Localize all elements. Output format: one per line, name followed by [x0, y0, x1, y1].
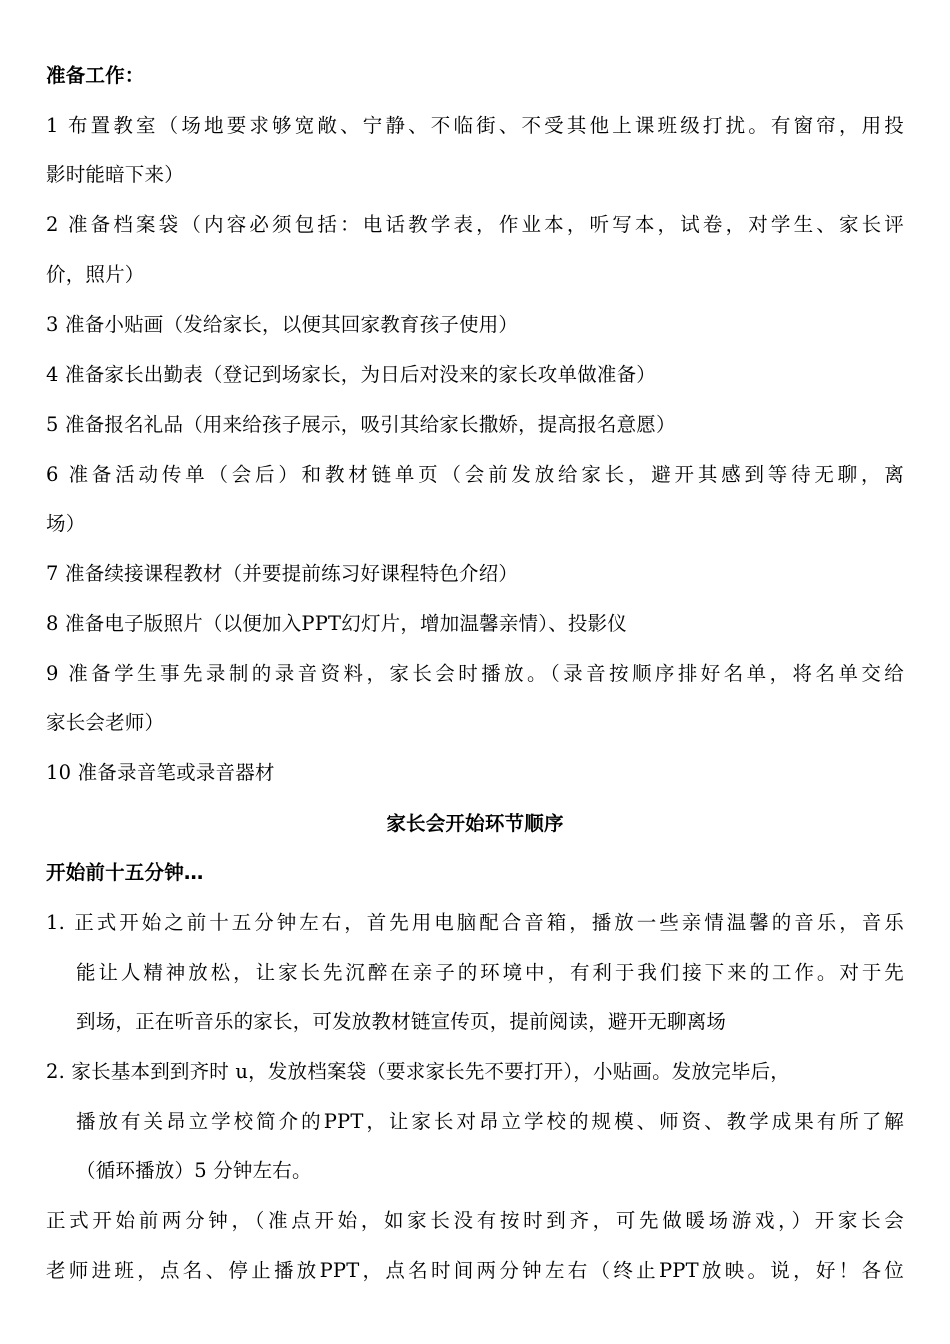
- step-1-line-2: 能让人精神放松，让家长先沉醉在亲子的环境中，有利于我们接下来的工作。对于先: [76, 961, 904, 984]
- prep-item-4: 4 准备家长出勤表（登记到场家长，为日后对没来的家长攻单做准备）: [46, 363, 657, 386]
- prep-item-1-line-1: 1 布置教室（场地要求够宽敞、宁静、不临街、不受其他上课班级打扰。有窗帘，用投: [46, 114, 904, 137]
- prep-item-5: 5 准备报名礼品（用来给孩子展示，吸引其给家长撒娇，提高报名意愿）: [46, 413, 676, 436]
- preparation-heading: 准备工作：: [46, 64, 145, 87]
- prep-item-8: 8 准备电子版照片（以便加入PPT幻灯片，增加温馨亲情）、投影仪: [46, 612, 628, 635]
- prep-item-2-line-1: 2 准备档案袋（内容必须包括：电话教学表，作业本，听写本，试卷，对学生、家长评: [46, 213, 904, 236]
- sequence-subheading: 开始前十五分钟…: [46, 861, 204, 884]
- prep-item-1-line-2: 影时能暗下来）: [46, 163, 184, 186]
- prep-item-9-line-2: 家长会老师）: [46, 711, 165, 734]
- prep-item-7: 7 准备续接课程教材（并要提前练习好课程特色介绍）: [46, 562, 519, 585]
- sequence-title: 家长会开始环节顺序: [386, 812, 564, 835]
- prep-item-3: 3 准备小贴画（发给家长，以便其回家教育孩子使用）: [46, 313, 519, 336]
- paragraph-line-2: 老师进班，点名、停止播放PPT，点名时间两分钟左右（终止PPT放映。说，好！各位: [46, 1259, 904, 1282]
- step-1-line-1: 1. 正式开始之前十五分钟左右，首先用电脑配合音箱，播放一些亲情温馨的音乐，音乐: [46, 911, 904, 934]
- step-1-line-3: 到场，正在听音乐的家长，可发放教材链宣传页，提前阅读，避开无聊离场: [76, 1010, 727, 1033]
- step-2-line-2: 播放有关昂立学校简介的PPT，让家长对昂立学校的规模、师资、教学成果有所了解: [76, 1110, 904, 1133]
- prep-item-10: 10 准备录音笔或录音器材: [46, 761, 275, 784]
- paragraph-line-1: 正式开始前两分钟，（准点开始，如家长没有按时到齐，可先做暖场游戏，）开家长会: [46, 1209, 904, 1232]
- step-2-line-3: （循环播放）5 分钟左右。: [76, 1159, 312, 1182]
- prep-item-9-line-1: 9 准备学生事先录制的录音资料，家长会时播放。（录音按顺序排好名单，将名单交给: [46, 662, 904, 685]
- prep-item-6-line-2: 场）: [46, 512, 86, 535]
- step-2-line-1: 2. 家长基本到到齐时 u，发放档案袋（要求家长先不要打开），小贴画。发放完毕后，: [46, 1060, 791, 1083]
- prep-item-6-line-1: 6 准备活动传单（会后）和教材链单页（会前发放给家长，避开其感到等待无聊，离: [46, 463, 904, 486]
- prep-item-2-line-2: 价，照片）: [46, 263, 145, 286]
